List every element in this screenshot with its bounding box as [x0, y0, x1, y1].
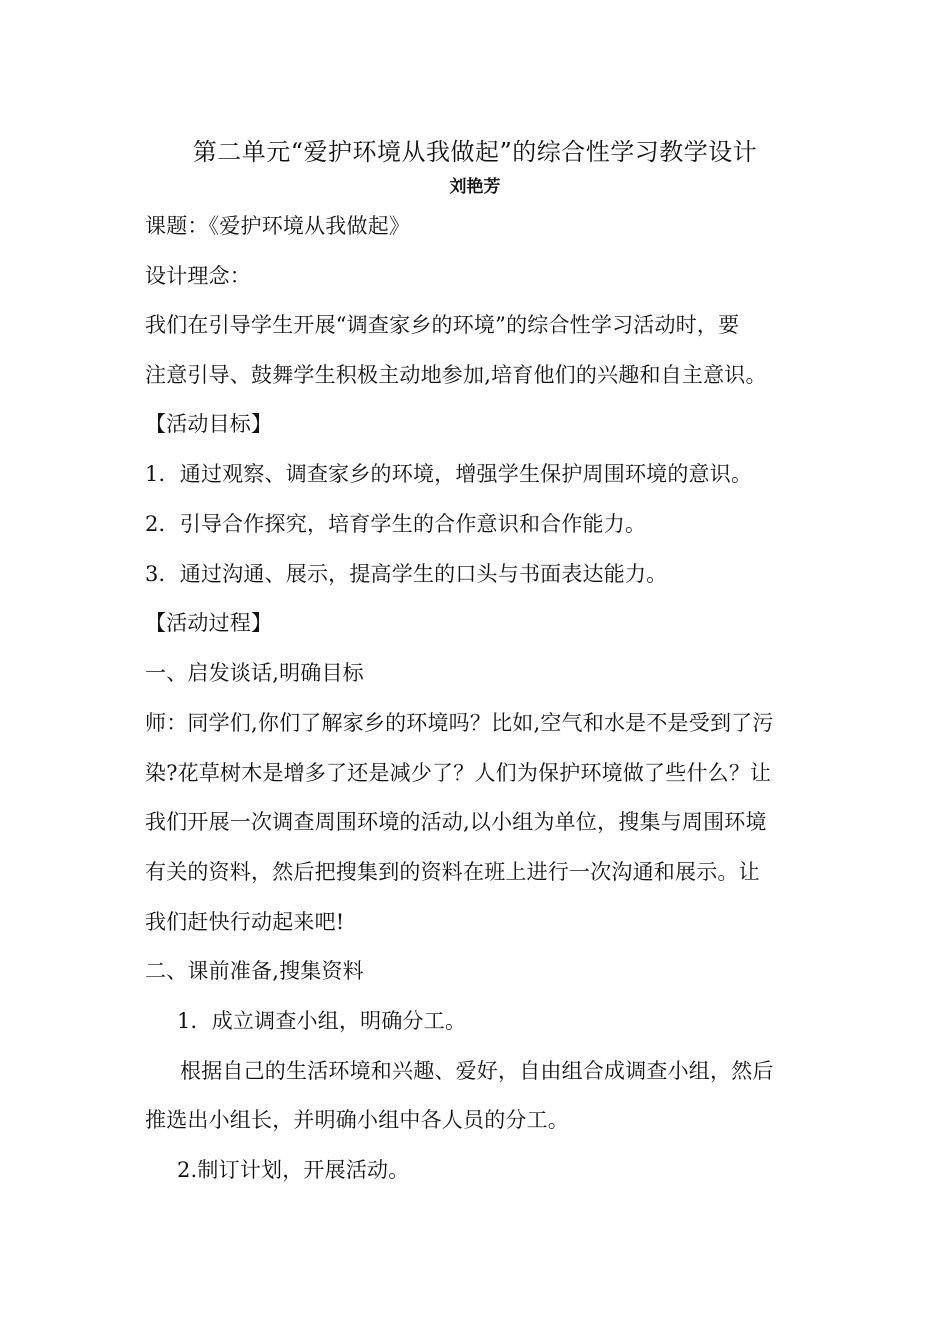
document-title: 第二单元“爱护环境从我做起”的综合性学习教学设计	[192, 138, 758, 166]
paragraph-line: 有关的资料，然后把搜集到的资料在班上进行一次沟通和展示。让	[145, 860, 760, 884]
process-heading: 【活动过程】	[145, 611, 273, 635]
paragraph-line: 推选出小组长，并明确小组中各人员的分工。	[145, 1108, 569, 1132]
step2-heading: 2.制订计划，开展活动。	[177, 1158, 410, 1182]
topic-line: 课题：《爱护环境从我做起》	[145, 214, 411, 238]
paragraph-line: 我们赶快行动起来吧!	[145, 910, 345, 934]
paragraph-line: 注意引导、鼓舞学生积极主动地参加,培育他们的兴趣和自主意识。	[145, 363, 767, 387]
goal-item: 2．引导合作探究，培育学生的合作意识和合作能力。	[145, 512, 647, 536]
section1-heading: 一、启发谈话,明确目标	[145, 661, 364, 685]
paragraph-line: 根据自己的生活环境和兴趣、爱好，自由组合成调查小组，然后	[180, 1059, 774, 1083]
paragraph-line: 我们开展一次调查周围环境的活动,以小组为单位，搜集与周围环境	[145, 810, 767, 834]
goals-heading: 【活动目标】	[145, 412, 273, 436]
step1-heading: 1．成立调查小组，明确分工。	[177, 1009, 467, 1033]
section2-heading: 二、课前准备,搜集资料	[145, 959, 364, 983]
goal-item: 3．通过沟通、展示，提高学生的口头与书面表达能力。	[145, 562, 668, 586]
author-name: 刘艳芳	[449, 177, 501, 197]
paragraph-line: 师：同学们,你们了解家乡的环境吗？比如,空气和水是不是受到了污	[145, 711, 774, 735]
design-concept-heading: 设计理念：	[145, 264, 251, 288]
goal-item: 1．通过观察、调查家乡的环境，增强学生保护周围环境的意识。	[145, 462, 753, 486]
paragraph-line: 我们在引导学生开展“调查家乡的环境”的综合性学习活动时，要	[145, 313, 740, 337]
paragraph-line: 染?花草树木是增多了还是减少了？人们为保护环境做了些什么？让	[145, 761, 772, 785]
